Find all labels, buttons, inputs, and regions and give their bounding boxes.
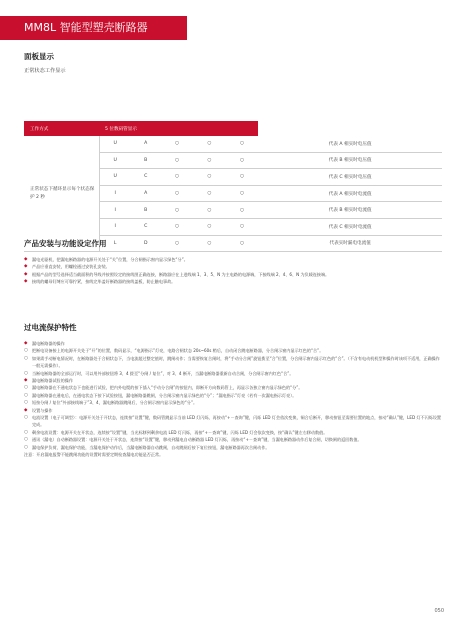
table-cell: U [99, 169, 131, 186]
table-header: 工作方式 [24, 121, 99, 136]
list-item: ○ 电流设置（电子可调型）：电源开关处于开状态，连续按“设置”键，数码管跳显示当前 LED 灯闪烁，再按动“+－查询”键，闪烁 LED 灯会依次变换，铜合后断开，移动按钮至需要位置的地点，按动“确认”键，LED 灯不闪烁设置完成。 [24, 414, 442, 429]
table-cell: ○ [193, 235, 225, 252]
table-cell: ○ [161, 169, 193, 186]
table-row [24, 136, 442, 152]
table-cell: A [131, 136, 161, 152]
table-cell: C [131, 218, 161, 235]
table-cell: ○ [161, 235, 193, 252]
table-cell: ○ [193, 185, 225, 202]
list-item: ○ 通讯（漏电）自动断路器设置：电源开关处于开状态，连续按“设置”键，移动到漏电自动断路器 LED 灯闪烁，再按动“+－查询”键，当漏电断路器动作后复合闸，切换闸的返回数值。 [24, 436, 442, 443]
table-cell: 代表 A 相实时电流值 [258, 185, 442, 202]
install-title: 产品安装与功能设定作用 [24, 239, 107, 248]
table-cell: U [99, 136, 131, 152]
table-cell: 代表 B 相实时电压值 [258, 152, 442, 169]
list-item: ○ 剩余电流设置：电源开关在开状态，连续按“设置”键，当光标移到剩余电流 LED 灯闪烁，再按“+－查询”键，闪烁 LED 灯会依次变换，按“确认”键左右移动数值。 [24, 429, 442, 436]
panel-subtitle: 正常状态工作显示 [24, 68, 66, 74]
table-cell: I [99, 218, 131, 235]
list-item: ○ 把断电设备接上的电源开关处于“开”的位置，数码显示，“电源指示”灯亮，电路合闸状态 20s~60s 稍后，自动闭合跳电断路器，分合闸示窗内显示红色的“合”。 [24, 347, 442, 354]
panel-title: 面板显示 [24, 52, 54, 61]
table-cell: L [99, 235, 131, 252]
display-table [24, 121, 442, 252]
list-item: ○ 当断电断路器的全部运行时，可以用外部按钮将 3、4 拨至“分闸 / 复位”，对 3、4 断开，当漏电断路器重新自动合闸，分合闸示窗内红色“合”。 [24, 370, 442, 377]
table-cell: ○ [226, 136, 259, 152]
table-cell: ○ [193, 202, 225, 219]
table-cell: I [99, 185, 131, 202]
list-item: ◆ 产品应垂直安装，用螺栓通过安装孔安装。 [24, 263, 442, 270]
table-cell: ○ [161, 202, 193, 219]
table-cell: 代表 C 相实时电压值 [258, 169, 442, 186]
table-cell: 代表 B 相实时电流值 [258, 202, 442, 219]
table-cell: ○ [161, 136, 193, 152]
table-cell: ○ [226, 185, 259, 202]
table-cell: ○ [193, 169, 225, 186]
protection-list [24, 340, 442, 459]
table-cell: I [99, 202, 131, 219]
table-cell: ○ [226, 152, 259, 169]
list-item: ○ 漏电保护负荷，漏电保护功能，当漏电保护动作后，当漏电断路器自动跳闸，自动跳闸后按下复位按钮，漏电断路器再次合闸动作。 [24, 444, 442, 451]
table-cell: ○ [161, 152, 193, 169]
list-item: ◆ 漏电光驱机，把漏电断路器的电源开关处于“关”位置，分合闸指示窗内显示绿色“分”。 [24, 256, 442, 263]
list-item: ◆ 根据产品的型号选择适当截面积的导线并按照设定的接线图正确连接，断路器应在上进线端 1、3、5、N 为主电路的电源端，下接线端 2、4、6、N 为负载连接端。 [24, 271, 442, 278]
list-item: ◆ 设置与操作 [24, 407, 442, 414]
table-cell: B [131, 202, 161, 219]
table-cell: ○ [193, 152, 225, 169]
list-item: ◆ 漏电断路器的操作 [24, 340, 442, 347]
page-number: 050 [434, 608, 444, 614]
table-cell: 代表 A 相实时电压值 [258, 136, 442, 152]
table-cell: 代表实时漏电电流值 [258, 235, 442, 252]
table-header-row [24, 121, 442, 136]
table-cell: ○ [193, 136, 225, 152]
table-cell: D [131, 235, 161, 252]
table-cell: ○ [193, 218, 225, 235]
table-cell: ○ [226, 169, 259, 186]
product-banner: MM8L 智能型塑壳断路器 [0, 16, 187, 40]
list-item: ○ 短按分闸 / 复位“外部接线端子”3、4，漏电断路器跳闸后，分合闸示窗内显示绿色的“分”。 [24, 399, 442, 406]
list-item: ○ 漏电断路器在通电后，在通电状态下按下试验按钮，漏电断路器跳闸，分合闸示窗内显示绿色的“分”；“漏电指示”灯亮（若有一次漏电指示灯亮）。 [24, 392, 442, 399]
protection-title: 过电流保护特性 [24, 323, 77, 332]
list-item: ○ 漏电断路器在不通电状态下也能进行试验，把内外电缆的按下插入“手动分合闸”的按钮内，即断开方向数码管上，再显示各独立窗内显示绿色的“分”。 [24, 384, 442, 391]
table-cell: A [131, 185, 161, 202]
table-header: 5 位数码管显示 [99, 121, 258, 136]
table-cell: ○ [226, 202, 259, 219]
list-item: ◆ 接线的螺母钉缚应可靠拧紧，按线完毕盖好断路器的接线盖板，防止触电事故。 [24, 278, 442, 285]
table-cell: ○ [226, 235, 259, 252]
list-item: ○ 如果需手动断电情况时，在断路器处于合闸状态下，当电流超过整定值时，跳闸动作；当需要恢复合闸时，将“手动分合闸”旋钮拨至“合”位置，分合闸示窗内显示红色的“合”。（不含有电动机机型和操作时该项不适用，正确操作一般无需操作）。 [24, 355, 442, 370]
table-cell: U [99, 152, 131, 169]
table-cell: C [131, 169, 161, 186]
table-cell: 正常状态下循环显示每个状态保护 2 秒 [24, 136, 99, 252]
table-cell: ○ [226, 218, 259, 235]
table-cell: B [131, 152, 161, 169]
table-cell: ○ [161, 218, 193, 235]
install-list [24, 256, 442, 286]
table-cell: ○ [161, 185, 193, 202]
note-text: 注意：开启漏电报警不能跳闸功能的设置时需要定期检查漏电功能是否正常。 [24, 452, 164, 458]
list-item: ◆ 漏电断路器试验的操作 [24, 377, 442, 384]
table-cell: 代表 C 相实时电流值 [258, 218, 442, 235]
